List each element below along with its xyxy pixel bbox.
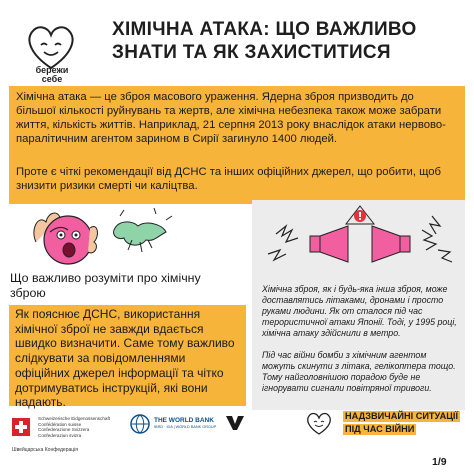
swiss-confederation-label: Швейцарська Конфедерація <box>12 447 78 453</box>
megaphone-warning-illustration <box>262 204 458 276</box>
right-paragraph-2: Під час війни бомби з хімічним агентом можуть скинути з літака, гелікоптера тощо. Тому найголовнішою порадою буде не ігнорувати сигнали повітряної тривоги. <box>262 350 456 393</box>
intro-paragraph-2: Проте є чіткі рекомендації від ДСНС та інших офіційних джерел, що робити, щоб знизити ризики смерті чи каліцтва. <box>16 166 442 192</box>
world-bank-subtitle: IBRD · IDA | WORLD BANK GROUP <box>154 425 217 429</box>
right-paragraph-1: Хімічна зброя, як і будь-яка інша зброя, може доставлятись літаками, дронами і просто руками людини. Як от сталося під час терористичної атаки Японії. Тоді, у 1995 році, хімічна атаку здійснили в метро. <box>262 284 457 338</box>
partner-v-logo-icon <box>224 414 246 432</box>
world-bank-globe-icon <box>130 414 150 434</box>
category-badge-line-1: НАДЗВИЧАЙНІ СИТУАЦІЇ <box>345 411 459 421</box>
world-bank-name: THE WORLD BANK <box>154 417 214 424</box>
left-info-text: Як пояснює ДСНС, використання хімічної зброї не завжди вдається швидко визначити. Саме тому важливо слідкувати за повідомленнями офіційних джерел інформації та чітко дотримуватись інструкцій, які вони надають. <box>15 307 235 410</box>
swiss-flag-icon <box>12 418 30 436</box>
category-badge-line-2: ПІД ЧАС ВІЙНИ <box>345 424 415 434</box>
scared-face-illustration <box>28 202 178 272</box>
page-title: ХІМІЧНА АТАКА: ЩО ВАЖЛИВО ЗНАТИ ТА ЯК ЗАХИСТИТИСЯ <box>112 19 417 63</box>
intro-paragraph-1: Хімічна атака — це зброя масового ураження. Ядерна зброя призводить до більшої кількості руйнувань та жертв, але хімічна небезпека також може забрати життя, кількість життів. Наприклад, 21 серпня 2013 року внаслідок атаки нервово-паралітичним агентом зарином в Сирії загинуло 1400 людей. <box>16 91 446 145</box>
heart-small-icon <box>304 410 334 436</box>
logo-text: бережи себе <box>35 65 69 84</box>
swiss-logo-text: Schweizerische Eidgenossenschaft Confédération suisse Confederazione Svizzera Confederaziun svizra <box>38 416 111 438</box>
section-heading: Що важливо розуміти про хімічну зброю <box>10 271 201 300</box>
page-number: 1/9 <box>432 456 447 468</box>
